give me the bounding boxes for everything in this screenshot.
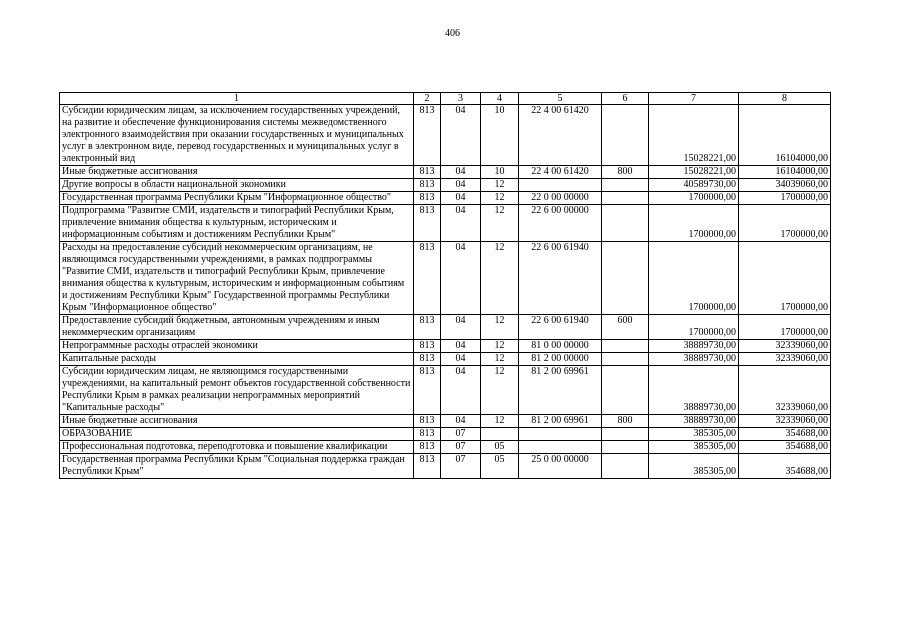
amount-year-1: 38889730,00 bbox=[649, 415, 739, 428]
row-name: Иные бюджетные ассигнования bbox=[60, 166, 414, 179]
table-row bbox=[60, 205, 831, 242]
amount-year-1: 1700000,00 bbox=[649, 205, 739, 242]
amount-year-1: 1700000,00 bbox=[649, 192, 739, 205]
section-code: 813 bbox=[414, 353, 441, 366]
section-code: 813 bbox=[414, 340, 441, 353]
amount-year-2: 354688,00 bbox=[739, 454, 831, 479]
expense-type-code bbox=[602, 192, 649, 205]
division-code: 10 bbox=[481, 166, 519, 179]
subsection-code: 04 bbox=[441, 415, 481, 428]
page-number: 406 bbox=[445, 28, 460, 39]
column-header: 7 bbox=[649, 93, 739, 105]
expense-type-code bbox=[602, 179, 649, 192]
column-header: 8 bbox=[739, 93, 831, 105]
row-name: Подпрограмма "Развитие СМИ, издательств и типографий Республики Крым, привлечение внимания общества к культурным, историческим и информационным событиям и достижениям Республики Крым" bbox=[60, 205, 414, 242]
section-code: 813 bbox=[414, 415, 441, 428]
amount-year-2: 354688,00 bbox=[739, 441, 831, 454]
column-header: 4 bbox=[481, 93, 519, 105]
target-article-code: 22 4 00 61420 bbox=[519, 105, 602, 166]
row-name: Капитальные расходы bbox=[60, 353, 414, 366]
amount-year-1: 15028221,00 bbox=[649, 166, 739, 179]
subsection-code: 07 bbox=[441, 454, 481, 479]
amount-year-2: 1700000,00 bbox=[739, 242, 831, 315]
amount-year-1: 385305,00 bbox=[649, 454, 739, 479]
section-code: 813 bbox=[414, 205, 441, 242]
amount-year-1: 1700000,00 bbox=[649, 242, 739, 315]
target-article-code: 25 0 00 00000 bbox=[519, 454, 602, 479]
division-code bbox=[481, 428, 519, 441]
row-name: Предоставление субсидий бюджетным, автономным учреждениям и иным некоммерческим организациям bbox=[60, 315, 414, 340]
section-code: 813 bbox=[414, 454, 441, 479]
section-code: 813 bbox=[414, 242, 441, 315]
expense-type-code: 600 bbox=[602, 315, 649, 340]
target-article-code: 81 2 00 00000 bbox=[519, 353, 602, 366]
target-article-code: 22 6 00 00000 bbox=[519, 205, 602, 242]
table-row bbox=[60, 441, 831, 454]
table-row bbox=[60, 454, 831, 479]
division-code: 05 bbox=[481, 441, 519, 454]
header-row bbox=[60, 93, 831, 105]
expense-type-code bbox=[602, 205, 649, 242]
column-header: 5 bbox=[519, 93, 602, 105]
subsection-code: 04 bbox=[441, 166, 481, 179]
division-code: 12 bbox=[481, 353, 519, 366]
row-name: Государственная программа Республики Крым "Информационное общество" bbox=[60, 192, 414, 205]
section-code: 813 bbox=[414, 166, 441, 179]
subsection-code: 04 bbox=[441, 205, 481, 242]
subsection-code: 04 bbox=[441, 242, 481, 315]
table-row bbox=[60, 315, 831, 340]
amount-year-1: 385305,00 bbox=[649, 428, 739, 441]
division-code: 12 bbox=[481, 192, 519, 205]
target-article-code: 81 0 00 00000 bbox=[519, 340, 602, 353]
amount-year-2: 1700000,00 bbox=[739, 315, 831, 340]
expense-type-code bbox=[602, 441, 649, 454]
division-code: 12 bbox=[481, 179, 519, 192]
division-code: 12 bbox=[481, 315, 519, 340]
division-code: 12 bbox=[481, 415, 519, 428]
expense-type-code bbox=[602, 242, 649, 315]
division-code: 12 bbox=[481, 242, 519, 315]
table-row bbox=[60, 366, 831, 415]
target-article-code: 22 6 00 61940 bbox=[519, 315, 602, 340]
division-code: 10 bbox=[481, 105, 519, 166]
target-article-code: 22 4 00 61420 bbox=[519, 166, 602, 179]
target-article-code bbox=[519, 428, 602, 441]
budget-table bbox=[59, 92, 831, 479]
column-header: 6 bbox=[602, 93, 649, 105]
amount-year-2: 16104000,00 bbox=[739, 166, 831, 179]
row-name: ОБРАЗОВАНИЕ bbox=[60, 428, 414, 441]
section-code: 813 bbox=[414, 315, 441, 340]
amount-year-2: 32339060,00 bbox=[739, 340, 831, 353]
section-code: 813 bbox=[414, 366, 441, 415]
target-article-code: 22 6 00 61940 bbox=[519, 242, 602, 315]
target-article-code bbox=[519, 179, 602, 192]
table-row bbox=[60, 353, 831, 366]
target-article-code: 81 2 00 69961 bbox=[519, 415, 602, 428]
amount-year-1: 1700000,00 bbox=[649, 315, 739, 340]
amount-year-1: 15028221,00 bbox=[649, 105, 739, 166]
expense-type-code bbox=[602, 454, 649, 479]
row-name: Непрограммные расходы отраслей экономики bbox=[60, 340, 414, 353]
target-article-code: 22 0 00 00000 bbox=[519, 192, 602, 205]
row-name: Другие вопросы в области национальной экономики bbox=[60, 179, 414, 192]
amount-year-2: 34039060,00 bbox=[739, 179, 831, 192]
expense-type-code: 800 bbox=[602, 415, 649, 428]
division-code: 12 bbox=[481, 340, 519, 353]
expense-type-code: 800 bbox=[602, 166, 649, 179]
table-row bbox=[60, 166, 831, 179]
subsection-code: 04 bbox=[441, 315, 481, 340]
column-header: 1 bbox=[60, 93, 414, 105]
expense-type-code bbox=[602, 353, 649, 366]
subsection-code: 04 bbox=[441, 179, 481, 192]
row-name: Субсидии юридическим лицам, не являющимся государственными учреждениями, на капитальный ремонт объектов государственной собственности Республики Крым в рамках реализации непрограммных мероприятий "Капитальные расходы" bbox=[60, 366, 414, 415]
row-name: Иные бюджетные ассигнования bbox=[60, 415, 414, 428]
column-header: 3 bbox=[441, 93, 481, 105]
amount-year-1: 38889730,00 bbox=[649, 353, 739, 366]
row-name: Расходы на предоставление субсидий некоммерческим организациям, не являющимся государственными учреждениями, в рамках подпрограммы "Развитие СМИ, издательств и типографий Республики Крым, привлечение внимания общества к культурным, историческим и информационным событиям и достижениям Республики Крым" Государственной программы Республики Крым "Информационное общество" bbox=[60, 242, 414, 315]
expense-type-code bbox=[602, 340, 649, 353]
amount-year-2: 1700000,00 bbox=[739, 205, 831, 242]
amount-year-1: 38889730,00 bbox=[649, 340, 739, 353]
row-name: Профессиональная подготовка, переподготовка и повышение квалификации bbox=[60, 441, 414, 454]
amount-year-2: 354688,00 bbox=[739, 428, 831, 441]
subsection-code: 04 bbox=[441, 366, 481, 415]
expense-type-code bbox=[602, 366, 649, 415]
subsection-code: 04 bbox=[441, 353, 481, 366]
section-code: 813 bbox=[414, 179, 441, 192]
expense-type-code bbox=[602, 428, 649, 441]
subsection-code: 04 bbox=[441, 192, 481, 205]
subsection-code: 04 bbox=[441, 105, 481, 166]
amount-year-2: 32339060,00 bbox=[739, 353, 831, 366]
amount-year-2: 32339060,00 bbox=[739, 415, 831, 428]
division-code: 05 bbox=[481, 454, 519, 479]
section-code: 813 bbox=[414, 428, 441, 441]
amount-year-2: 32339060,00 bbox=[739, 366, 831, 415]
section-code: 813 bbox=[414, 192, 441, 205]
column-header: 2 bbox=[414, 93, 441, 105]
table-row bbox=[60, 340, 831, 353]
table-row bbox=[60, 242, 831, 315]
table-row bbox=[60, 105, 831, 166]
amount-year-2: 16104000,00 bbox=[739, 105, 831, 166]
table-row bbox=[60, 192, 831, 205]
table-row bbox=[60, 428, 831, 441]
section-code: 813 bbox=[414, 105, 441, 166]
subsection-code: 07 bbox=[441, 428, 481, 441]
section-code: 813 bbox=[414, 441, 441, 454]
row-name: Субсидии юридическим лицам, за исключением государственных учреждений, на развитие и обеспечение функционирования системы межведомственного электронного взаимодействия при оказании государственных и муниципальных услуг в электронном виде, перевод государственных и муниципальных услуг в электронный вид bbox=[60, 105, 414, 166]
amount-year-1: 38889730,00 bbox=[649, 366, 739, 415]
table-row bbox=[60, 179, 831, 192]
target-article-code: 81 2 00 69961 bbox=[519, 366, 602, 415]
division-code: 12 bbox=[481, 366, 519, 415]
expense-type-code bbox=[602, 105, 649, 166]
amount-year-2: 1700000,00 bbox=[739, 192, 831, 205]
table-row bbox=[60, 415, 831, 428]
amount-year-1: 385305,00 bbox=[649, 441, 739, 454]
row-name: Государственная программа Республики Крым "Социальная поддержка граждан Республики Крым" bbox=[60, 454, 414, 479]
division-code: 12 bbox=[481, 205, 519, 242]
subsection-code: 07 bbox=[441, 441, 481, 454]
subsection-code: 04 bbox=[441, 340, 481, 353]
amount-year-1: 40589730,00 bbox=[649, 179, 739, 192]
target-article-code bbox=[519, 441, 602, 454]
